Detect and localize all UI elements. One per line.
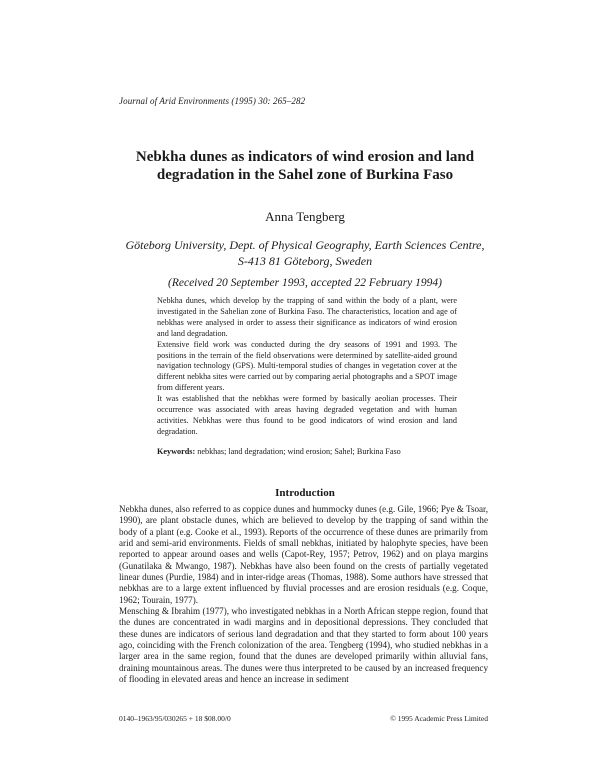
body-paragraph: Mensching & Ibrahim (1977), who investigated nebkhas in a North African steppe region, found that the dunes are concentrated in wadi margins and in depositional depressions. They concluded that these dunes are indicators of serious land degradation and that they started to form about 100 years ago, coinciding with the French colonization of the area. Tengberg (1994), who studied nebkhas in a larger area in the same region, found that the dunes are developed primarily within alluvial fans, draining mountainous areas. The dunes were thus interpreted to be caused by an increased frequency of flooding in elevated areas and hence an increase in sediment bbox=[119, 606, 488, 685]
affiliation-line-1: Göteborg University, Dept. of Physical Geography, Earth Sciences Centre, bbox=[125, 238, 485, 252]
affiliation-line-2: S-413 81 Göteborg, Sweden bbox=[237, 254, 373, 268]
keywords bbox=[157, 447, 457, 456]
page-footer bbox=[119, 714, 488, 723]
abstract bbox=[157, 296, 457, 438]
affiliation bbox=[100, 237, 510, 269]
abstract-paragraph: Nebkha dunes, which develop by the trapping of sand within the body of a plant, were investigated in the Sahelian zone of Burkina Faso. The characteristics, location and age of nebkhas were analysed in order to assess their significance as indicators of wind erosion and land degradation. bbox=[157, 296, 457, 338]
keywords-label: Keywords: bbox=[157, 447, 196, 456]
author-name: Anna Tengberg bbox=[265, 209, 345, 224]
abstract-paragraph: Extensive field work was conducted during the dry seasons of 1991 and 1993. The positions in the terrain of the field observations were determined by satellite-aided ground navigation technology (GPS). Multi-temporal studies of changes in vegetation cover at the different nebkha sites were carried out by comparing aerial photographs and a SPOT image from different years. bbox=[157, 339, 457, 393]
paper-title: Nebkha dunes as indicators of wind erosion and land degradation in the Sahel zone of Burkina Faso bbox=[135, 149, 475, 183]
footer-code: 0140–1963/95/030265 + 18 $08.00/0 bbox=[119, 714, 231, 723]
abstract-paragraph: It was established that the nebkhas were formed by basically aeolian processes. Their occurrence was associated with areas having degraded vegetation and with human activities. Nebkhas were thus found to be good indicators of wind erosion and land degradation. bbox=[157, 394, 457, 436]
body-paragraph: Nebkha dunes, also referred to as coppice dunes and hummocky dunes (e.g. Gile, 1966; Pye & Tsoar, 1990), are plant obstacle dunes, which are believed to develop by the trapping of sand within the body of a plant (e.g. Cooke et al., 1993). Reports of the occurrence of these dunes are primarily from arid and semi-arid environments. Fields of small nebkhas, initiated by halophyte species, have been reported to appear around oases and wells (Capot-Rey, 1957; Petrov, 1962) and on playa margins (Gunatilaka & Mwango, 1987). Nebkhas have also been found on the crests of partially vegetated linear dunes (Purdie, 1984) and in inter-ridge areas (Thomas, 1988). Some authors have stressed that nebkhas are to a large extent influenced by fluvial processes and are erosion residuals (e.g. Coque, 1962; Tourain, 1977). bbox=[119, 504, 488, 605]
footer-copyright: © 1995 Academic Press Limited bbox=[390, 714, 488, 723]
journal-reference: Journal of Arid Environments (1995) 30: 265–282 bbox=[119, 96, 306, 106]
section-heading: Introduction bbox=[275, 487, 335, 499]
received-dates: (Received 20 September 1993, accepted 22 February 1994) bbox=[168, 277, 442, 289]
body-text bbox=[119, 504, 488, 686]
keywords-text: nebkhas; land degradation; wind erosion; Sahel; Burkina Faso bbox=[197, 447, 401, 456]
